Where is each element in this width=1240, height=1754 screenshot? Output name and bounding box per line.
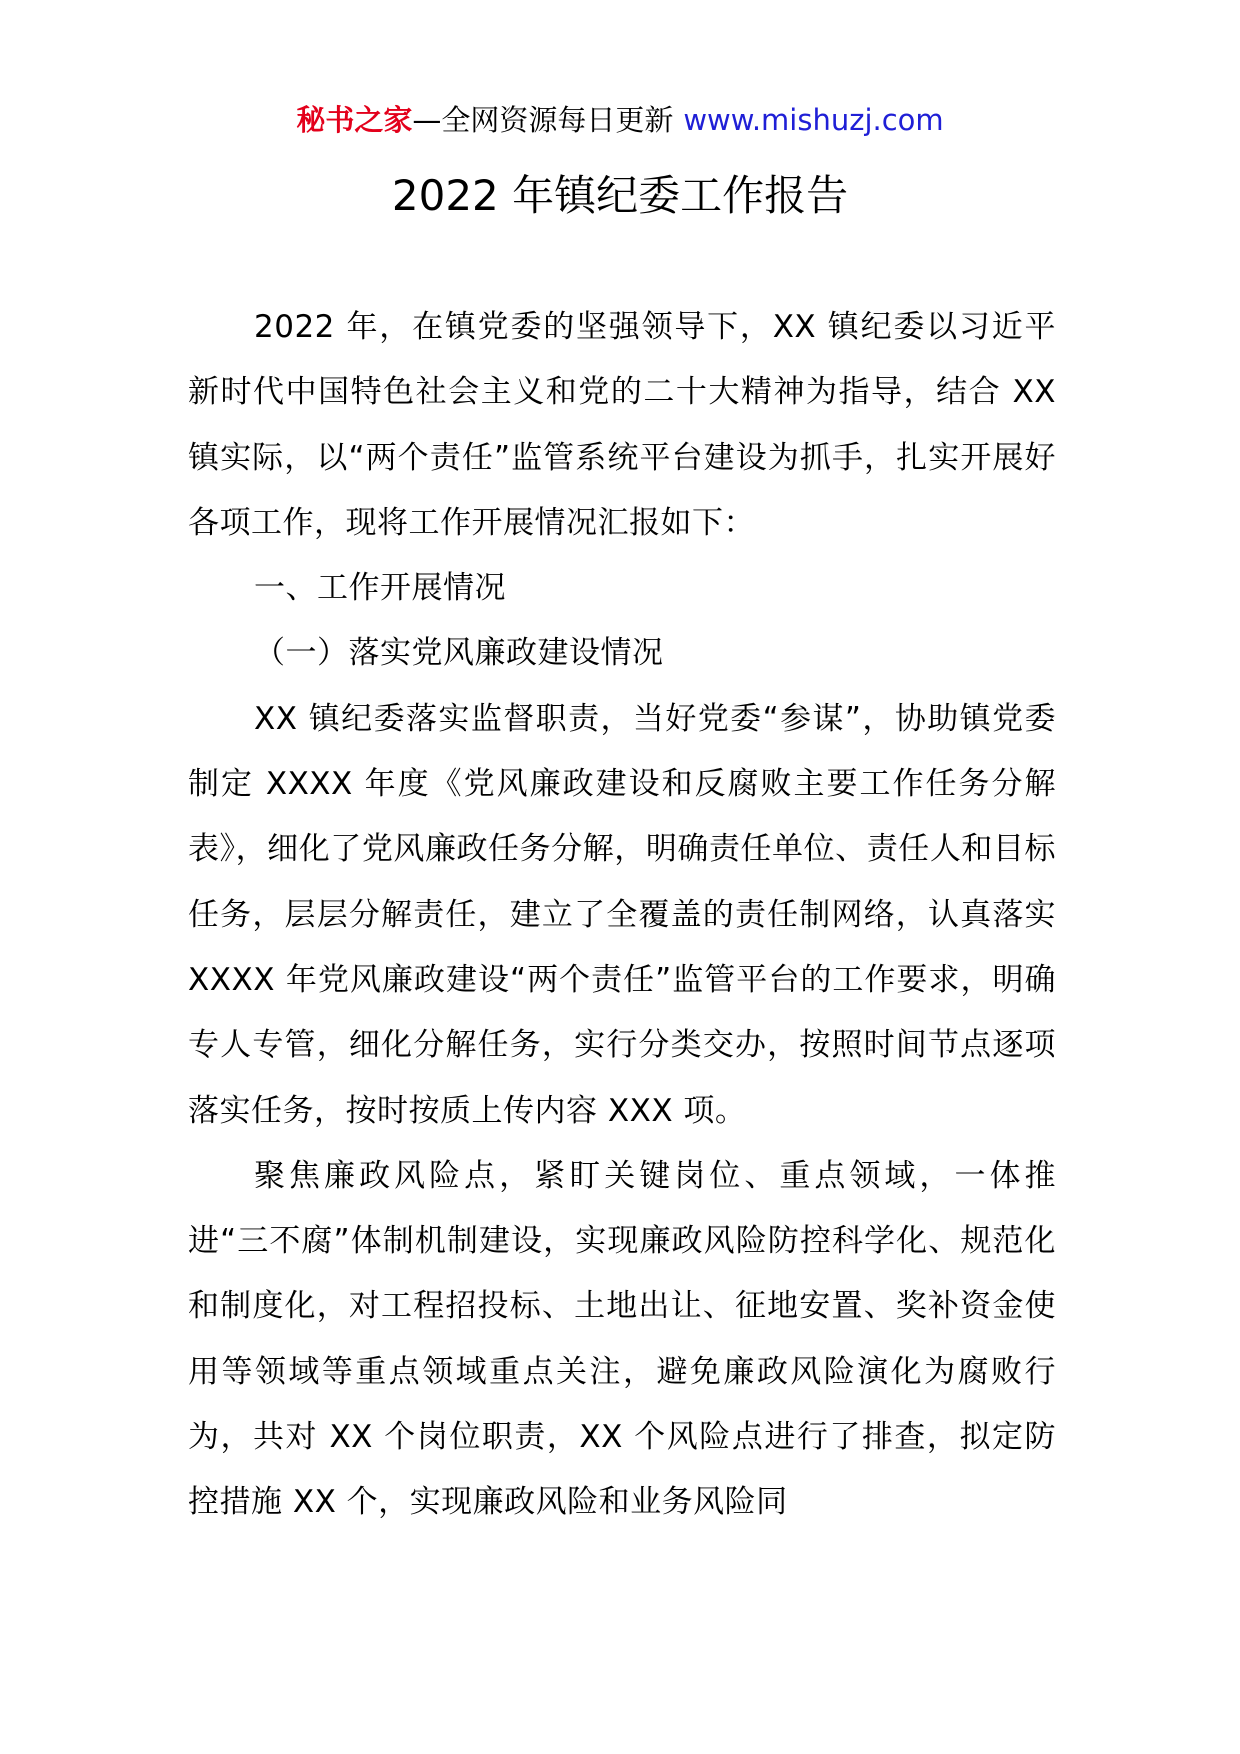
- intro-paragraph: 2022 年，在镇党委的坚强领导下，XX 镇纪委以习近平新时代中国特色社会主义和党的二十大精神为指导，结合 XX 镇实际，以“两个责任”监管系统平台建设为抓手，扎实开展好各项工作，现将工作开展情况汇报如下：: [188, 309, 1056, 541]
- brand-slogan: —全网资源每日更新: [412, 103, 674, 137]
- brand-name: 秘书之家: [296, 103, 413, 137]
- document-title: 2022 年镇纪委工作报告: [391, 171, 849, 220]
- body-paragraph-1: XX 镇纪委落实监督职责，当好党委“参谋”，协助镇党委制定 XXXX 年度《党风廉政建设和反腐败主要工作任务分解表》，细化了党风廉政任务分解，明确责任单位、责任人和目标任务，层层分解责任，建立了全覆盖的责任制网络，认真落实 XXXX 年党风廉政建设“两个责任”监管平台的工作要求，明确专人专管，细化分解任务，实行分类交办，按照时间节点逐项落实任务，按时按质上传内容 XXX 项。: [188, 700, 1056, 1129]
- section-heading: 一、工作开展情况: [254, 570, 506, 607]
- subsection-heading: （一）落实党风廉政建设情况: [254, 635, 664, 672]
- site-url-link[interactable]: www.mishuzj.com: [683, 103, 944, 137]
- body-paragraph-2: 聚焦廉政风险点，紧盯关键岗位、重点领域，一体推进“三不腐”体制机制建设，实现廉政风险防控科学化、规范化和制度化，对工程招投标、土地出让、征地安置、奖补资金使用等领域等重点领域重点关注，避免廉政风险演化为腐败行为，共对 XX 个岗位职责，XX 个风险点进行了排查，拟定防控措施 XX 个，实现廉政风险和业务风险同: [188, 1157, 1056, 1521]
- document-body: [188, 295, 1056, 1536]
- site-banner: [0, 100, 1240, 140]
